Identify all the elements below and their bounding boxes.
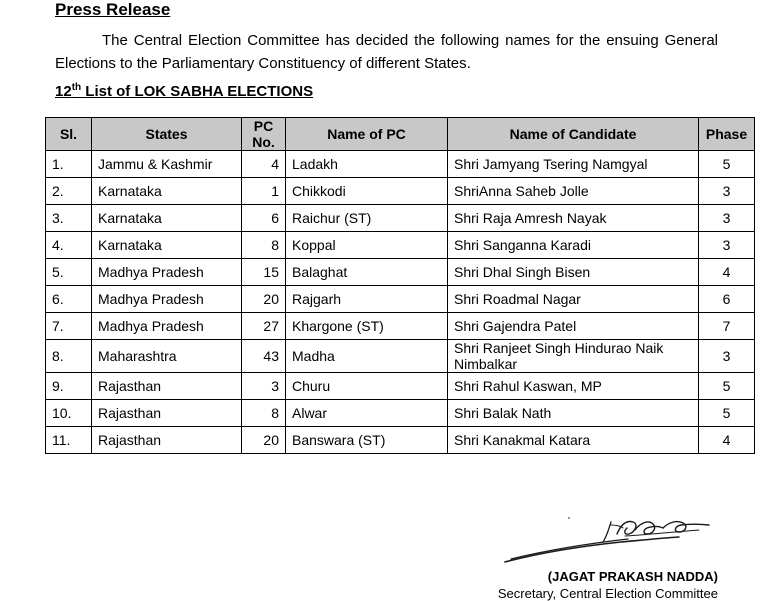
header-phase: Phase	[699, 118, 755, 151]
cell-pc-name: Madha	[286, 340, 448, 373]
cell-phase: 3	[699, 340, 755, 373]
cell-state: Rajasthan	[92, 373, 242, 400]
cell-phase: 4	[699, 259, 755, 286]
cell-sl: 4.	[46, 232, 92, 259]
list-heading-text: List of LOK SABHA ELECTIONS	[81, 83, 314, 100]
cell-state: Rajasthan	[92, 427, 242, 454]
cell-pc-no: 43	[242, 340, 286, 373]
cell-state: Madhya Pradesh	[92, 313, 242, 340]
table-row	[46, 340, 755, 373]
cell-pc-no: 6	[242, 205, 286, 232]
header-states: States	[92, 118, 242, 151]
cell-pc-name: Alwar	[286, 400, 448, 427]
cell-pc-no: 20	[242, 286, 286, 313]
cell-sl: 6.	[46, 286, 92, 313]
intro-paragraph: The Central Election Committee has decided the following names for the ensuing General Elections to the Parliamentary Constituency of different States.	[55, 32, 718, 72]
cell-pc-no: 27	[242, 313, 286, 340]
cell-phase: 5	[699, 151, 755, 178]
cell-sl: 2.	[46, 178, 92, 205]
cell-sl: 10.	[46, 400, 92, 427]
cell-candidate: Shri Rahul Kaswan, MP	[448, 373, 699, 400]
table-row	[46, 151, 755, 178]
cell-pc-no: 1	[242, 178, 286, 205]
cell-sl: 1.	[46, 151, 92, 178]
cell-pc-no: 8	[242, 232, 286, 259]
table-row	[46, 313, 755, 340]
cell-sl: 3.	[46, 205, 92, 232]
cell-pc-name: Chikkodi	[286, 178, 448, 205]
header-candidate: Name of Candidate	[448, 118, 699, 151]
cell-pc-name: Banswara (ST)	[286, 427, 448, 454]
cell-candidate: Shri Ranjeet Singh Hindurao Naik Nimbalkar	[448, 340, 699, 373]
header-sl: Sl.	[46, 118, 92, 151]
cell-pc-name: Churu	[286, 373, 448, 400]
cell-state: Jammu & Kashmir	[92, 151, 242, 178]
cell-sl: 7.	[46, 313, 92, 340]
cell-pc-name: Raichur (ST)	[286, 205, 448, 232]
cell-state: Rajasthan	[92, 400, 242, 427]
cell-pc-name: Balaghat	[286, 259, 448, 286]
cell-phase: 4	[699, 427, 755, 454]
cell-candidate: Shri Dhal Singh Bisen	[448, 259, 699, 286]
cell-sl: 11.	[46, 427, 92, 454]
cell-pc-name: Rajgarh	[286, 286, 448, 313]
table-row	[46, 205, 755, 232]
cell-sl: 8.	[46, 340, 92, 373]
cell-state: Madhya Pradesh	[92, 259, 242, 286]
cell-state: Karnataka	[92, 205, 242, 232]
cell-phase: 7	[699, 313, 755, 340]
press-release-title: Press Release	[55, 0, 171, 19]
table-row	[46, 178, 755, 205]
cell-candidate: Shri Gajendra Patel	[448, 313, 699, 340]
cell-pc-name: Ladakh	[286, 151, 448, 178]
table-row	[46, 259, 755, 286]
cell-state: Madhya Pradesh	[92, 286, 242, 313]
cell-pc-name: Khargone (ST)	[286, 313, 448, 340]
cell-candidate: Shri Balak Nath	[448, 400, 699, 427]
table-row	[46, 373, 755, 400]
cell-phase: 6	[699, 286, 755, 313]
table-row	[46, 400, 755, 427]
table-row	[46, 286, 755, 313]
table-header-row	[46, 118, 755, 151]
list-heading	[55, 83, 313, 100]
signatory-title: Secretary, Central Election Committee	[497, 586, 718, 601]
cell-pc-no: 20	[242, 427, 286, 454]
signatory-name: (JAGAT PRAKASH NADDA)	[547, 569, 718, 584]
cell-candidate: Shri Sanganna Karadi	[448, 232, 699, 259]
cell-sl: 9.	[46, 373, 92, 400]
list-heading-suffix: th	[71, 82, 82, 93]
cell-state: Karnataka	[92, 178, 242, 205]
cell-pc-no: 3	[242, 373, 286, 400]
cell-candidate: Shri Roadmal Nagar	[448, 286, 699, 313]
cell-pc-no: 8	[242, 400, 286, 427]
list-heading-number: 12	[55, 83, 72, 100]
header-pc-name: Name of PC	[286, 118, 448, 151]
cell-candidate: Shri Raja Amresh Nayak	[448, 205, 699, 232]
cell-state: Karnataka	[92, 232, 242, 259]
table-row	[46, 232, 755, 259]
cell-candidate: Shri Kanakmal Katara	[448, 427, 699, 454]
cell-phase: 3	[699, 205, 755, 232]
cell-candidate: Shri Jamyang Tsering Namgyal	[448, 151, 699, 178]
cell-phase: 3	[699, 232, 755, 259]
cell-phase: 3	[699, 178, 755, 205]
header-pc-no: PC No.	[242, 118, 286, 151]
cell-pc-no: 15	[242, 259, 286, 286]
cell-sl: 5.	[46, 259, 92, 286]
cell-candidate: ShriAnna Saheb Jolle	[448, 178, 699, 205]
cell-pc-name: Koppal	[286, 232, 448, 259]
candidates-table	[45, 117, 755, 454]
handwritten-signature	[503, 512, 715, 564]
cell-pc-no: 4	[242, 151, 286, 178]
cell-phase: 5	[699, 400, 755, 427]
cell-phase: 5	[699, 373, 755, 400]
table-row	[46, 427, 755, 454]
cell-state: Maharashtra	[92, 340, 242, 373]
